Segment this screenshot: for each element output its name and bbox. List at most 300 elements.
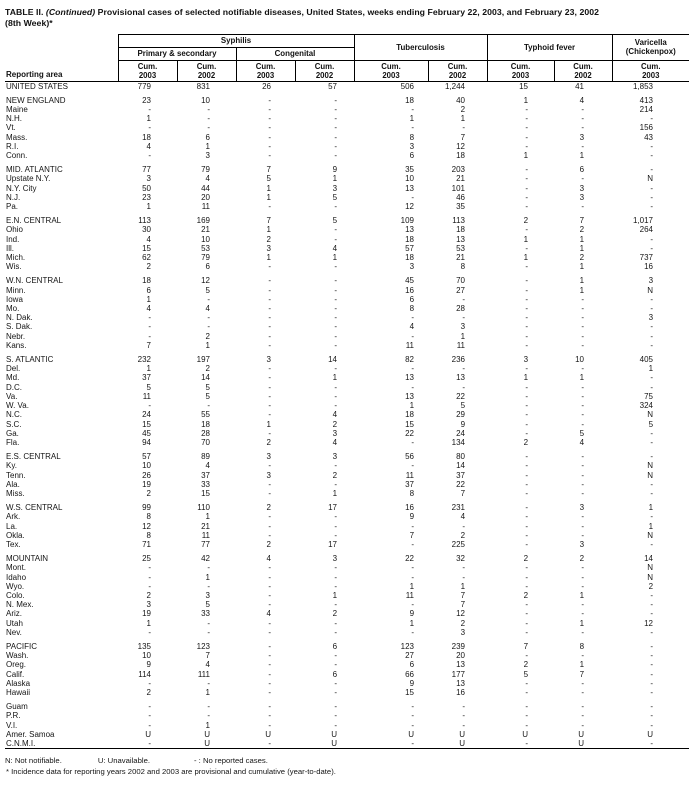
value-cell: - [650,294,654,304]
value-cell: - [581,470,585,480]
value-cell: - [411,627,415,637]
value-cell: - [581,331,585,341]
value-cell: 14 [456,461,466,471]
value-cell: 22 [456,479,466,489]
value-cell: 1 [205,512,210,522]
syphilis-group-header: Syphilis [118,34,354,47]
value-cell: - [581,313,585,323]
table-row [5,81,689,91]
value-cell: 5 [266,174,271,184]
value-cell: - [650,678,654,688]
value-cell: 2 [146,262,151,272]
reporting-area-cell: UNITED STATES [6,81,68,91]
table-row [5,438,689,447]
value-cell: 236 [451,355,466,365]
table-row [5,420,689,429]
reporting-area-cell: W.S. CENTRAL [6,503,63,513]
table-row [5,471,689,480]
value-cell: - [268,521,271,531]
value-cell: 53 [456,243,466,253]
value-cell: 4 [205,174,210,184]
value-cell: 11 [405,470,415,480]
value-cell: - [334,660,338,670]
reporting-area-cell: Ga. [6,428,19,438]
value-cell: 1 [579,243,585,253]
value-cell: 10 [142,651,151,661]
table-row [5,341,689,350]
table-title [5,7,689,29]
value-cell: - [650,512,654,522]
value-cell: 37 [456,470,466,480]
table-row [5,642,689,651]
value-cell: - [581,452,585,462]
value-cell: N [647,174,654,184]
value-cell: 2 [332,470,338,480]
value-cell: - [334,618,338,628]
table-row [5,244,689,253]
value-cell: - [525,340,529,350]
value-cell: 15 [142,243,151,253]
value-cell: - [268,132,271,142]
value-cell: 22 [405,428,415,438]
value-cell: - [207,678,210,688]
value-cell: 4 [579,95,585,105]
value-cell: - [525,530,529,540]
value-cell: - [525,678,529,688]
value-cell: 5 [579,428,585,438]
value-cell: 1 [648,503,654,513]
value-cell: - [268,401,271,411]
footnote-not-notifiable: N: Not notifiable. [5,756,62,766]
value-cell: 5 [332,192,338,202]
value-cell: - [650,651,654,661]
value-cell: 1 [523,253,529,263]
value-cell: 231 [451,503,466,513]
value-cell: - [525,720,529,730]
value-cell: - [581,563,585,573]
varicella-group-header [612,34,689,60]
value-cell: - [411,720,415,730]
value-cell: - [581,105,585,114]
value-cell: 2 [523,216,529,226]
value-cell: 3 [579,192,585,202]
value-cell: 14 [644,554,654,564]
table-row [5,540,689,549]
value-cell: - [334,382,338,392]
value-cell: 7 [205,651,210,661]
primary-secondary-subheader: Primary & secondary [118,47,236,60]
table-row [5,401,689,410]
value-cell: 15 [405,419,415,429]
value-cell: - [268,428,271,438]
value-cell: 82 [405,355,415,365]
value-cell: U [578,739,585,748]
value-cell: 12 [644,618,654,628]
value-cell: 2 [579,225,585,235]
table-row [5,531,689,540]
value-cell: 109 [400,216,415,226]
reporting-area-cell: N. Dak. [6,313,33,323]
value-cell: - [268,600,271,610]
table-row [5,711,689,720]
value-cell: - [525,294,529,304]
value-cell: - [148,711,151,721]
value-cell: - [462,572,466,582]
reporting-area-cell: W.N. CENTRAL [6,276,63,286]
value-cell: - [650,702,654,712]
value-cell: - [207,105,210,114]
value-cell: 7 [146,340,151,350]
value-cell: 10 [142,461,151,471]
reporting-area-cell: Conn. [6,151,28,161]
value-cell: - [525,243,529,253]
value-cell: 1 [579,151,585,161]
value-cell: - [581,720,585,730]
value-cell: - [411,461,415,471]
value-cell: N [647,470,654,480]
value-cell: - [581,304,585,314]
value-cell: 2 [460,618,466,628]
value-cell: - [525,322,529,332]
value-cell: - [334,563,338,573]
value-cell: - [462,521,466,531]
value-cell: - [411,331,415,341]
title-week-line: (8th Week)* [5,17,53,28]
reporting-area-cell: Mich. [6,253,26,263]
value-cell: U [459,739,466,748]
value-cell: - [268,572,271,582]
value-cell: 14 [201,373,210,383]
value-cell: - [268,95,271,105]
cum-header-8: Cum. 2002 [554,60,612,81]
value-cell: - [268,313,271,323]
value-cell: 101 [451,183,466,193]
table-row [5,600,689,609]
title-continued: (Continued) [45,7,96,17]
value-cell: 23 [142,192,151,202]
table-row [5,554,689,563]
reporting-area-cell: Kans. [6,340,27,350]
value-cell: 26 [262,81,271,91]
value-cell: - [207,702,210,712]
value-cell: 30 [142,225,151,235]
value-cell: - [462,563,466,573]
value-cell: 1 [205,572,210,582]
value-cell: - [650,488,654,498]
reporting-area-cell: Vt. [6,123,16,133]
value-cell: 2 [332,609,338,619]
value-cell: 737 [639,253,654,263]
table-row [5,114,689,123]
value-cell: - [334,141,338,151]
value-cell: 16 [405,285,415,295]
value-cell: U [459,729,466,739]
value-cell: 1 [579,262,585,272]
value-cell: - [650,373,654,383]
value-cell: 70 [201,437,210,447]
reporting-area-cell: P.R. [6,711,21,721]
value-cell: - [581,609,585,619]
value-cell: 3 [266,243,271,253]
value-cell: - [268,720,271,730]
value-cell: 7 [460,600,466,610]
cum-header-1: Cum. 2003 [118,60,177,81]
value-cell: - [268,276,271,286]
table-row [5,410,689,419]
footnote-incidence-note: * Incidence data for reporting years 2002 and 2003 are provisional and cumulative (year-to-date). [6,766,336,776]
value-cell: 1 [205,340,210,350]
reporting-area-cell: Tex. [6,539,21,549]
value-cell: 13 [405,225,415,235]
value-cell: 2 [205,331,210,341]
reporting-area-cell: S.C. [6,419,22,429]
value-cell: 18 [405,234,415,244]
value-cell: - [334,512,338,522]
value-cell: - [650,739,654,748]
reporting-area-cell: E.S. CENTRAL [6,452,61,462]
value-cell: - [525,581,529,591]
value-cell: 3 [146,600,151,610]
value-cell: - [650,141,654,151]
reporting-area-cell: Md. [6,373,20,383]
value-cell: - [525,364,529,374]
value-cell: 18 [201,419,210,429]
value-cell: - [268,123,271,133]
value-cell: U [145,729,151,739]
value-cell: 50 [142,183,151,193]
value-cell: - [148,581,151,591]
value-cell: 79 [201,165,210,175]
value-cell: - [148,563,151,573]
value-cell: - [525,521,529,531]
value-cell: - [650,165,654,175]
value-cell: - [462,711,466,721]
reporting-area-cell: Iowa [6,294,23,304]
value-cell: 70 [456,276,466,286]
value-cell: - [462,123,466,133]
value-cell: 506 [400,81,415,91]
value-cell: 7 [579,216,585,226]
value-cell: 1 [266,225,271,235]
value-cell: 57 [405,243,415,253]
value-cell: - [334,114,338,124]
value-cell: 8 [460,262,466,272]
value-cell: 77 [201,539,210,549]
table-row [5,332,689,341]
value-cell: 13 [405,373,415,383]
reporting-area-cell: Va. [6,391,18,401]
value-cell: 203 [451,165,466,175]
value-cell: 10 [201,95,210,105]
value-cell: - [268,660,271,670]
value-cell: 19 [142,479,151,489]
value-cell: 4 [266,554,271,564]
value-cell: 1 [205,687,210,697]
value-cell: 7 [579,669,585,679]
value-cell: 4 [579,437,585,447]
value-cell: 11 [405,340,415,350]
value-cell: - [581,702,585,712]
value-cell: - [525,739,529,748]
value-cell: 4 [332,410,338,420]
reporting-area-cell: N.H. [6,114,22,124]
reporting-area-cell: PACIFIC [6,641,37,651]
reporting-area-cell: Ariz. [6,609,22,619]
table-row [5,512,689,521]
table-row [5,174,689,183]
reporting-area-cell: N.J. [6,192,21,202]
value-cell: 2 [146,590,151,600]
value-cell: 55 [201,410,210,420]
value-cell: 2 [523,660,529,670]
table-row [5,165,689,174]
value-cell: 1 [648,364,654,374]
value-cell: 15 [519,81,529,91]
value-cell: - [411,572,415,582]
value-cell: 44 [201,183,210,193]
value-cell: 1,017 [632,216,654,226]
value-cell: - [411,364,415,374]
table-row [5,313,689,322]
value-cell: - [462,382,466,392]
footnote-legend [5,756,689,766]
value-cell: 4 [460,512,466,522]
value-cell: - [268,151,271,161]
value-cell: - [581,461,585,471]
table-row [5,739,689,749]
value-cell: - [334,521,338,531]
value-cell: - [148,105,151,114]
value-cell: - [581,401,585,411]
value-cell: - [268,285,271,295]
value-cell: 11 [201,202,210,212]
value-cell: 4 [409,322,415,332]
value-cell: - [525,711,529,721]
value-cell: 5 [460,401,466,411]
value-cell: 7 [460,132,466,142]
value-cell: - [581,678,585,688]
value-cell: 1 [409,581,415,591]
value-cell: - [581,391,585,401]
reporting-area-cell: Ohio [6,225,23,235]
value-cell: 831 [196,81,210,91]
value-cell: 3 [332,554,338,564]
table-row [5,670,689,679]
value-cell: 42 [201,554,210,564]
value-cell: 232 [137,355,151,365]
value-cell: - [525,123,529,133]
value-cell: - [462,294,466,304]
value-cell: - [334,313,338,323]
value-cell: - [268,641,271,651]
value-cell: - [148,322,151,332]
reporting-area-cell: V.I. [6,720,18,730]
value-cell: 15 [201,488,210,498]
table-row [5,151,689,160]
table-row [5,184,689,193]
value-cell: 33 [201,479,210,489]
reporting-area-cell: Ind. [6,234,20,244]
varicella-label-line2: (Chickenpox) [625,47,676,57]
value-cell: - [207,563,210,573]
value-cell: - [207,123,210,133]
value-cell: - [268,739,271,748]
reporting-area-cell: N.C. [6,410,22,420]
table-row [5,582,689,591]
table-row [5,193,689,202]
value-cell: 2 [523,437,529,447]
value-cell: 1 [579,373,585,383]
value-cell: 2 [266,437,271,447]
value-cell: - [268,678,271,688]
value-cell: - [268,669,271,679]
value-cell: 1 [579,590,585,600]
value-cell: - [650,331,654,341]
cum-header-3: Cum. 2003 [236,60,295,81]
value-cell: - [334,340,338,350]
reporting-area-cell: Oreg. [6,660,27,670]
value-cell: - [411,105,415,114]
table-row [5,355,689,364]
value-cell: - [525,304,529,314]
value-cell: 17 [328,503,338,513]
value-cell: 9 [409,512,415,522]
value-cell: 19 [142,609,151,619]
reporting-area-cell: S. Dak. [6,322,33,332]
value-cell: - [334,151,338,161]
reporting-area-cell: Maine [6,105,28,114]
value-cell: U [331,729,338,739]
table-row [5,679,689,688]
value-cell: 134 [451,437,466,447]
value-cell: 3 [579,183,585,193]
value-cell: 32 [456,554,466,564]
value-cell: - [525,651,529,661]
value-cell: 10 [201,234,210,244]
table-row [5,322,689,331]
reporting-area-cell: NEW ENGLAND [6,95,66,105]
value-cell: - [268,627,271,637]
table-row [5,480,689,489]
value-cell: 3 [146,174,151,184]
value-cell: 13 [456,678,466,688]
value-cell: - [581,294,585,304]
value-cell: - [148,702,151,712]
value-cell: 99 [142,503,151,513]
value-cell: 25 [142,554,151,564]
value-cell: - [334,234,338,244]
value-cell: 37 [405,479,415,489]
value-cell: 1 [460,114,466,124]
value-cell: 27 [405,651,415,661]
value-cell: 3 [266,452,271,462]
value-cell: 5 [648,419,654,429]
value-cell: 5 [205,600,210,610]
value-cell: - [334,364,338,374]
value-cell: 1,853 [632,81,654,91]
title-label: TABLE II. [5,7,46,17]
value-cell: - [650,340,654,350]
value-cell: - [411,313,415,323]
value-cell: 1 [146,202,151,212]
value-cell: - [525,276,529,286]
value-cell: 1 [579,276,585,286]
value-cell: 111 [197,669,210,679]
value-cell: - [334,702,338,712]
value-cell: 20 [456,651,466,661]
value-cell: 264 [639,225,654,235]
value-cell: - [650,609,654,619]
